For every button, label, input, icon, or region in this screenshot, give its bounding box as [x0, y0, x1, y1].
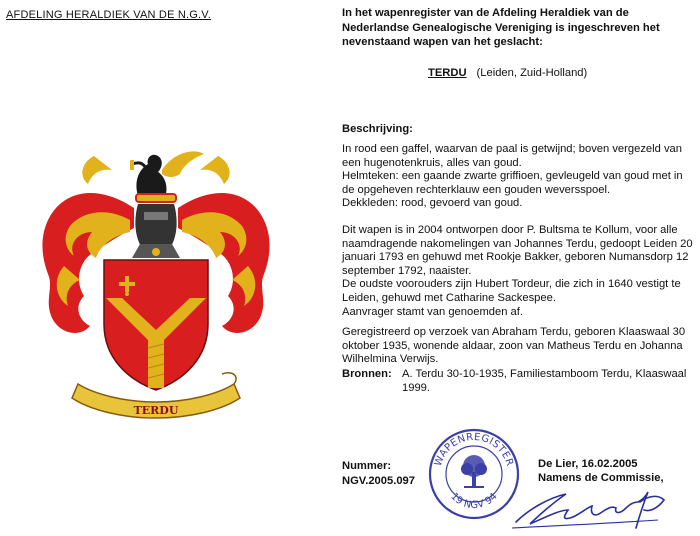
shield	[104, 260, 208, 390]
number-label: Nummer:	[342, 460, 392, 472]
sources-line-2: 1999.	[402, 381, 430, 394]
family-name-line	[428, 67, 587, 79]
history-line-2: De oudste voorouders zijn Hubert Tordeur, die zich in 1640 vestigt te Leiden, gehuwd met Catharine Sackespee.	[342, 278, 681, 304]
family-location: (Leiden, Zuid-Holland)	[476, 67, 588, 79]
number-value: NGV.2005.097	[342, 475, 415, 487]
sources-label: Bronnen:	[342, 368, 392, 380]
history-block	[342, 224, 694, 319]
history-line-3: Aanvrager stamt van genoemden af.	[342, 305, 523, 318]
torse	[136, 194, 176, 202]
intro-text: In het wapenregister van de Afdeling Heraldiek van de Nederlandse Genealogische Vereniging is ingeschreven het nevenstaand wapen van het geslacht:	[342, 7, 660, 49]
motto-text: TERDU	[133, 404, 179, 417]
sources-line-1: A. Terdu 30-10-1935, Familiestamboom Terdu, Klaaswaal	[402, 368, 687, 380]
coat-of-arms	[34, 148, 278, 430]
place-date: De Lier, 16.02.2005	[538, 458, 638, 470]
seal-top-text: WAPENREGISTER	[432, 431, 516, 468]
griffin-crest	[130, 151, 204, 196]
description-title: Beschrijving:	[342, 123, 413, 135]
department-heading: AFDELING HERALDIEK VAN DE N.G.V.	[6, 9, 212, 21]
sources-text	[402, 368, 694, 395]
seal-bottom-text: 19 NGV 94	[448, 491, 500, 512]
tree-icon	[461, 455, 487, 488]
svg-text:19 NGV 94	[448, 491, 500, 511]
mantling-description: Dekkleden: rood, gevoerd van goud.	[342, 197, 523, 210]
commission-text: Namens de Commissie,	[538, 472, 664, 484]
helmet	[132, 204, 180, 258]
signature	[508, 480, 688, 534]
shield-description: In rood een gaffel, waarvan de paal is getwijnd; boven vergezeld van een hugenotenkruis, alles van goud.	[342, 143, 682, 169]
family-name: TERDU	[428, 67, 467, 79]
history-line-1: Dit wapen is in 2004 ontworpen door P. Bultsma te Kollum, voor alle naamdragende nakomelingen van Johannes Terdu, gedoopt Leiden 20 januari 1793 en gehuwd met Rookje Bakker, geboren Numansdorp 12 september 1792, naaister.	[342, 224, 693, 277]
crest-description: Helmteken: een gaande zwarte griffioen, gevleugeld van goud met in de opgeheven rechterklauw een gouden weversspoel.	[342, 170, 683, 196]
description-block	[342, 143, 694, 211]
registration-text: Geregistreerd op verzoek van Abraham Terdu, geboren Klaaswaal 30 oktober 1935, wonende aldaar, zoon van Matheus Terdu en Johanna Wilhelmina Verwijs.	[342, 326, 686, 366]
